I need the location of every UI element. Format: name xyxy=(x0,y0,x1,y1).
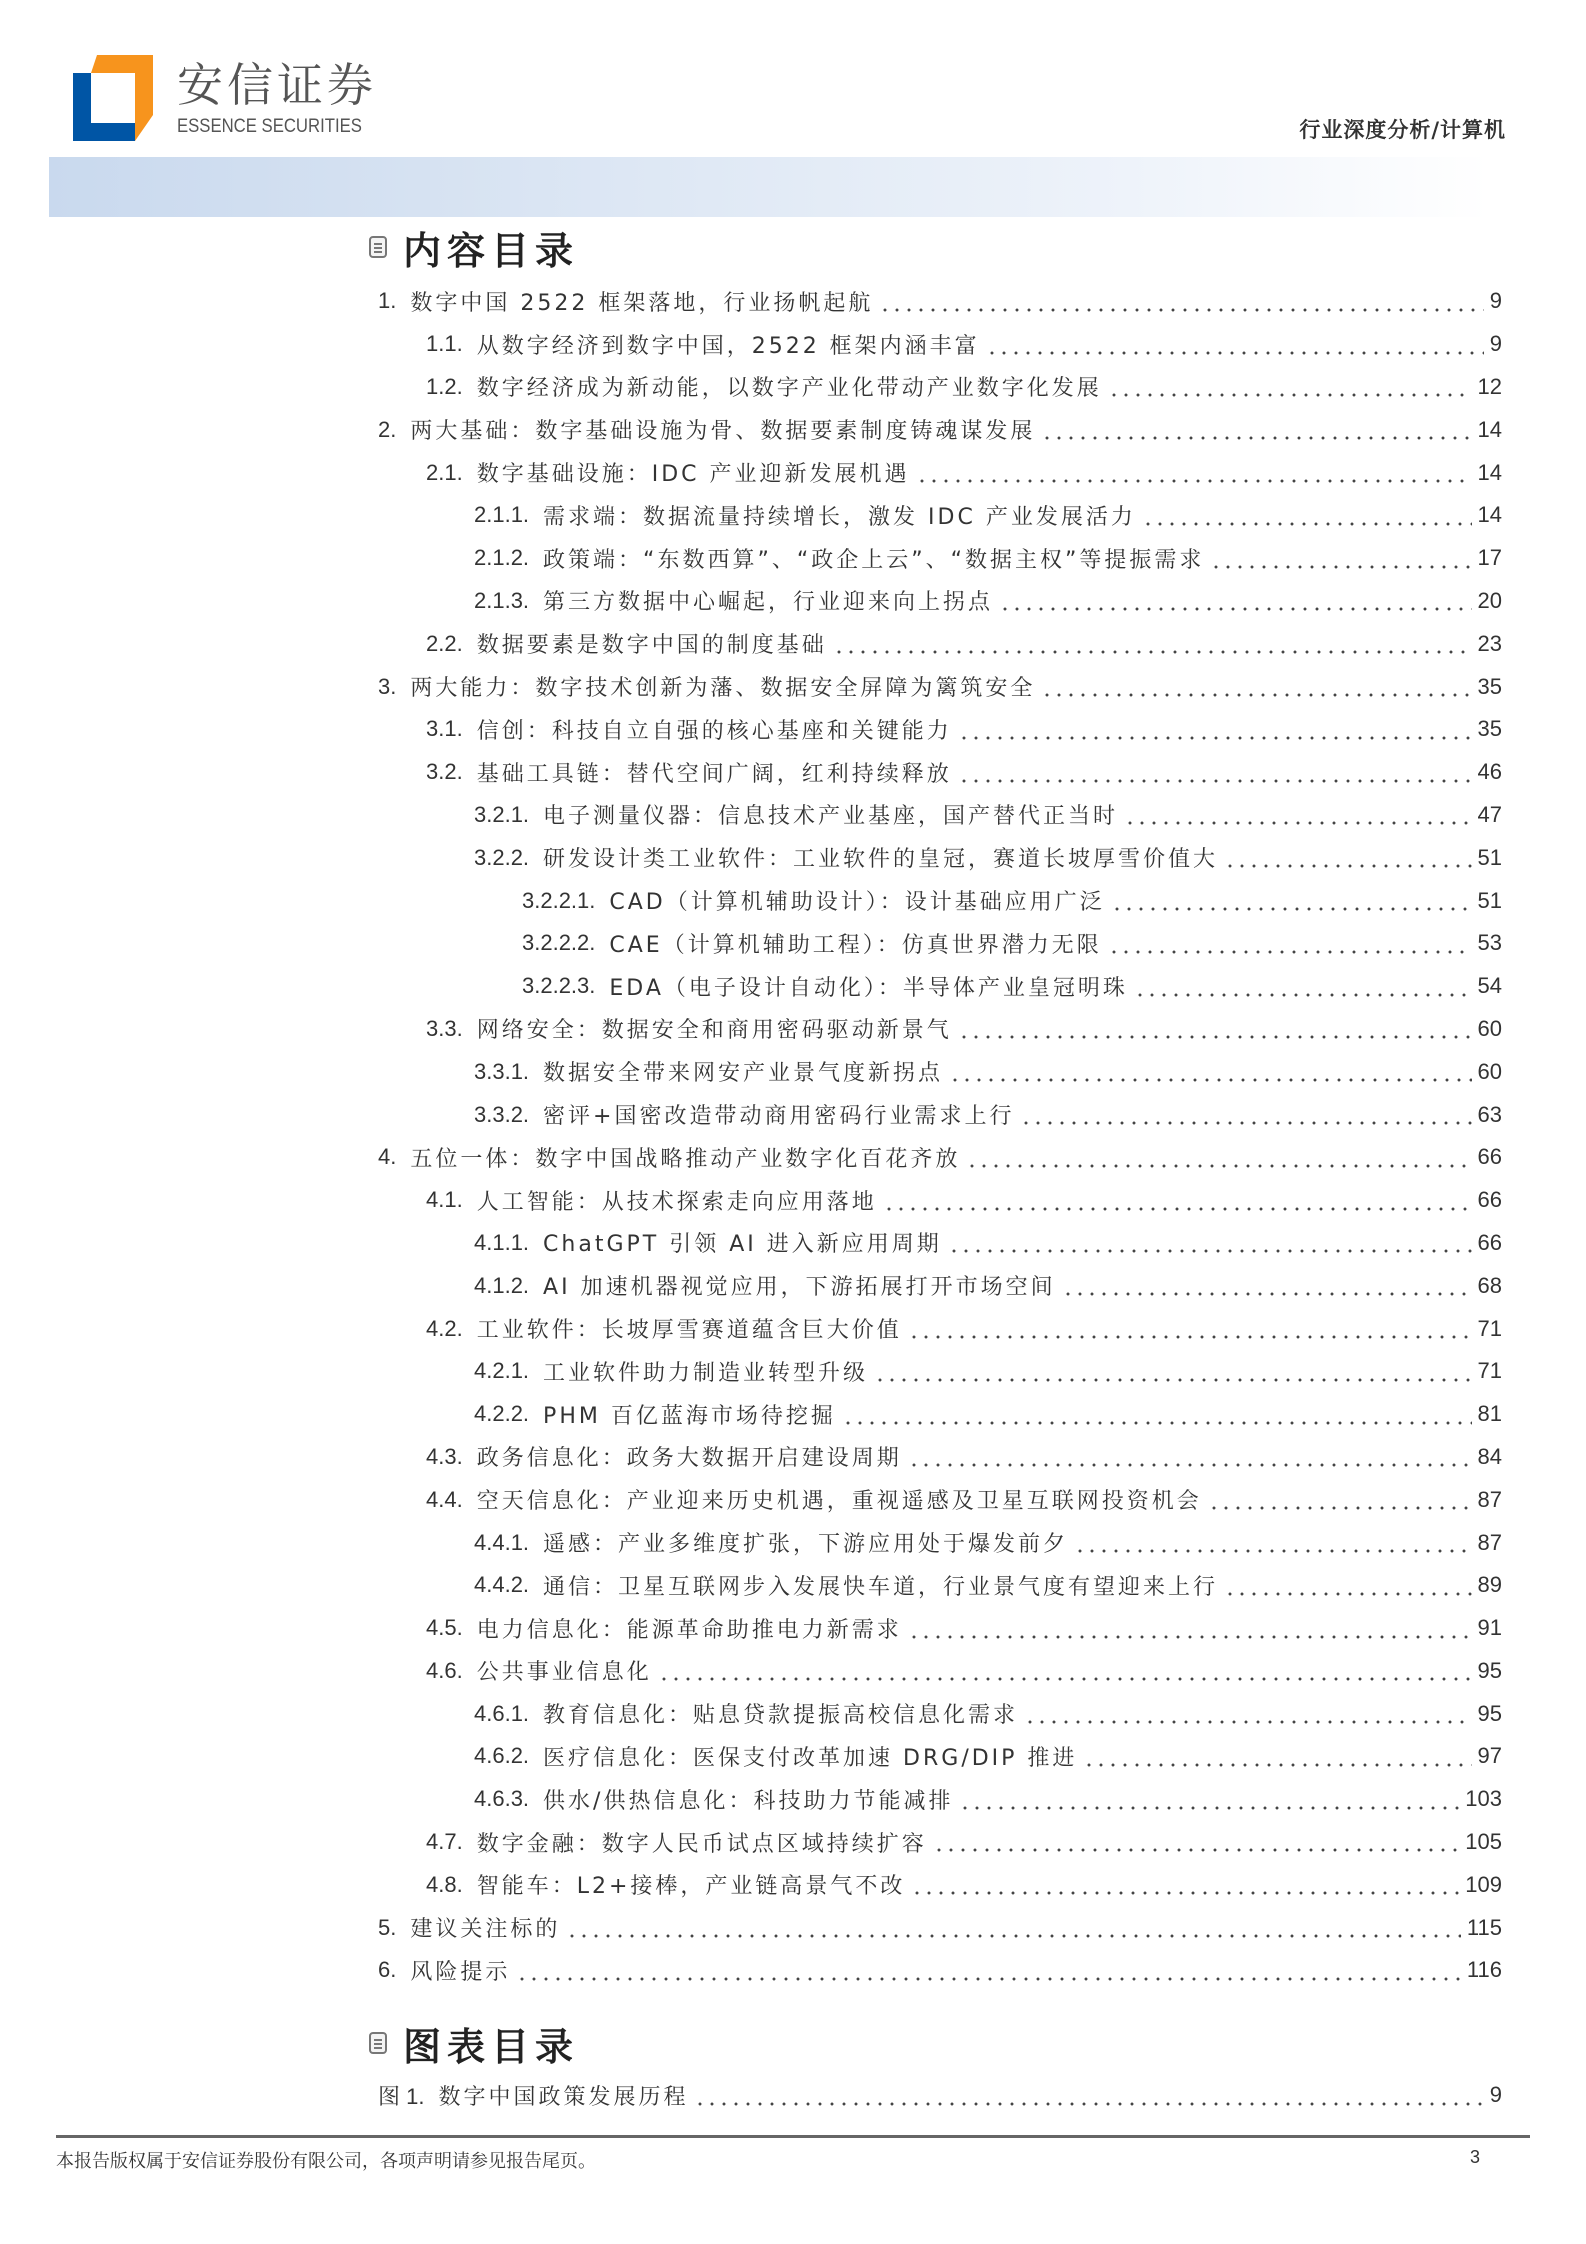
entry-title: 风险提示 xyxy=(410,1959,511,1985)
entry-number: 6. xyxy=(378,1957,397,1983)
dot-leader xyxy=(658,1660,1472,1682)
entry-page: 95 xyxy=(1477,1657,1502,1683)
dot-leader xyxy=(1083,1746,1471,1768)
entry-number: 4.1.2. xyxy=(474,1272,530,1298)
entry-title: 需求端：数据流量持续增长，激发 IDC 产业发展活力 xyxy=(543,504,1136,530)
page-number: 3 xyxy=(1470,2147,1481,2167)
entry-title: 两大基础：数字基础设施为骨、数据要素制度铸魂谋发展 xyxy=(410,419,1036,445)
toc-entry[interactable] xyxy=(378,1350,1502,1393)
entry-number: 4.2.1. xyxy=(474,1358,530,1384)
toc-entry[interactable] xyxy=(378,1264,1502,1307)
dot-leader xyxy=(958,719,1472,741)
entry-title: 通信：卫星互联网步入发展快车道，行业景气度有望迎来上行 xyxy=(543,1574,1219,1600)
toc-entry[interactable] xyxy=(378,1008,1502,1051)
entry-page: 51 xyxy=(1477,844,1502,870)
entry-number: 2.1.1. xyxy=(474,502,530,528)
entry-number: 4.2. xyxy=(426,1315,463,1341)
entry-number: 4.5. xyxy=(426,1615,463,1641)
entry-page: 53 xyxy=(1477,930,1502,956)
entry-number: 4.2.2. xyxy=(474,1401,530,1427)
entry-title: 电力信息化：能源革命助推电力新需求 xyxy=(476,1617,902,1643)
figure-toc-heading xyxy=(369,2018,579,2068)
dot-leader xyxy=(1024,1703,1471,1725)
dot-leader xyxy=(1041,419,1471,441)
toc-entry[interactable] xyxy=(378,1478,1502,1521)
entry-page: 14 xyxy=(1477,416,1502,442)
entry-title: 信创：科技自立自强的核心基座和关键能力 xyxy=(476,718,952,744)
entry-title: 遥感：产业多维度扩张，下游应用处于爆发前夕 xyxy=(543,1532,1069,1557)
entry-page: 97 xyxy=(1477,1743,1502,1769)
entry-title: 数字中国 2522 框架落地，行业扬帆起航 xyxy=(410,290,874,316)
entry-title: 医疗信息化：医保支付改革加速 DRG/DIP 推进 xyxy=(543,1745,1078,1771)
entry-title: PHM 百亿蓝海市场待挖掘 xyxy=(543,1403,836,1429)
entry-number: 3. xyxy=(378,673,397,699)
toc-entry[interactable] xyxy=(378,1179,1502,1222)
entry-number: 5. xyxy=(378,1914,397,1940)
dot-leader xyxy=(516,1960,1461,1982)
entry-number: 1.1. xyxy=(426,331,463,357)
entry-title: ChatGPT 引领 AI 进入新应用周期 xyxy=(543,1232,942,1258)
entry-page: 51 xyxy=(1477,887,1502,913)
entry-page: 91 xyxy=(1477,1615,1502,1641)
entry-number: 2.1. xyxy=(426,459,463,485)
entry-number: 3.3.1. xyxy=(474,1058,530,1084)
toc-entry[interactable] xyxy=(378,965,1502,1008)
dot-leader xyxy=(908,1318,1472,1340)
entry-page: 66 xyxy=(1477,1229,1502,1255)
toc-entry[interactable] xyxy=(378,879,1502,922)
entry-page: 54 xyxy=(1477,973,1502,999)
toc-entry[interactable] xyxy=(378,1735,1502,1778)
dot-leader xyxy=(842,1404,1472,1426)
entry-page: 109 xyxy=(1465,1871,1502,1897)
figure-toc-title: 图表目录 xyxy=(403,2023,580,2069)
toc-entry[interactable] xyxy=(378,1050,1502,1093)
dot-leader xyxy=(959,1789,1459,1811)
dot-leader xyxy=(1134,976,1472,998)
toc-entry[interactable] xyxy=(378,323,1502,366)
toc-entry[interactable] xyxy=(378,1307,1502,1350)
entry-number: 4.3. xyxy=(426,1443,463,1469)
entry-number: 2.1.3. xyxy=(474,587,530,613)
dot-leader xyxy=(908,1618,1472,1640)
entry-title: CAE（计算机辅助工程）：仿真世界潜力无限 xyxy=(609,932,1102,958)
entry-page: 66 xyxy=(1477,1144,1502,1170)
entry-page: 14 xyxy=(1477,459,1502,485)
dot-leader xyxy=(1062,1275,1472,1297)
toc-entry[interactable] xyxy=(378,1906,1502,1949)
entry-number: 3.2.2.2. xyxy=(522,930,596,956)
toc-entry[interactable] xyxy=(378,1393,1502,1436)
entry-number: 1. xyxy=(378,288,397,314)
toc-entry[interactable] xyxy=(378,1778,1502,1821)
entry-page: 60 xyxy=(1477,1058,1502,1084)
entry-number: 4.7. xyxy=(426,1829,463,1855)
dot-leader xyxy=(948,1232,1472,1254)
entry-page: 105 xyxy=(1465,1829,1502,1855)
toc-entry[interactable] xyxy=(378,1136,1502,1179)
entry-page: 60 xyxy=(1477,1015,1502,1041)
entry-title: 政策端：“东数西算”、“政企上云”、“数据主权”等提振需求 xyxy=(543,547,1205,573)
entry-title: AI 加速机器视觉应用，下游拓展打开市场空间 xyxy=(543,1275,1056,1301)
entry-title: 数字中国政策发展历程 xyxy=(438,2084,689,2110)
entry-title: 电子测量仪器：信息技术产业基座，国产替代正当时 xyxy=(543,804,1119,830)
entry-number: 3.2.2. xyxy=(474,844,530,870)
toc-entry[interactable] xyxy=(378,1607,1502,1650)
entry-number: 2.1.2. xyxy=(474,545,530,571)
dot-leader xyxy=(1111,890,1472,912)
entry-number: 3.2.2.3. xyxy=(522,973,596,999)
entry-page: 9 xyxy=(1489,288,1502,314)
toc-entry[interactable] xyxy=(378,1863,1502,1906)
toc-entry[interactable] xyxy=(378,751,1502,794)
dot-leader xyxy=(949,1061,1471,1083)
logo-english-name: ESSENCE SECURITIES xyxy=(177,116,362,137)
entry-number: 4.4.2. xyxy=(474,1572,530,1598)
dot-leader xyxy=(1108,376,1472,398)
dot-leader xyxy=(911,1874,1459,1896)
document-icon xyxy=(369,236,387,258)
entry-title: 工业软件助力制造业转型升级 xyxy=(543,1360,869,1386)
entry-number: 4.6. xyxy=(426,1657,463,1683)
dot-leader xyxy=(883,1190,1472,1212)
dot-leader xyxy=(986,334,1484,356)
entry-number: 4. xyxy=(378,1144,397,1170)
entry-number: 1.2. xyxy=(426,373,463,399)
entry-title: 网络安全：数据安全和商用密码驱动新景气 xyxy=(476,1018,952,1044)
dot-leader xyxy=(966,1147,1471,1169)
entry-page: 35 xyxy=(1477,673,1502,699)
entry-page: 9 xyxy=(1489,2082,1502,2108)
toc-entry[interactable] xyxy=(378,1222,1502,1265)
footer-divider xyxy=(56,2135,1530,2138)
entry-title: 研发设计类工业软件：工业软件的皇冠，赛道长坡厚雪价值大 xyxy=(543,847,1219,873)
entry-title: 基础工具链：替代空间广阔，红利持续释放 xyxy=(476,761,952,787)
entry-page: 116 xyxy=(1466,1957,1502,1983)
toc-entry[interactable] xyxy=(378,1692,1502,1735)
dot-leader xyxy=(1020,1104,1471,1126)
entry-title: 数据安全带来网安产业景气度新拐点 xyxy=(543,1061,944,1087)
dot-leader xyxy=(916,462,1472,484)
dot-leader xyxy=(908,1446,1472,1468)
dot-leader xyxy=(1210,548,1471,570)
entry-number: 4.4.1. xyxy=(474,1529,530,1555)
dot-leader xyxy=(1224,847,1471,869)
entry-title: 政务信息化：政务大数据开启建设周期 xyxy=(476,1446,902,1472)
entry-page: 12 xyxy=(1477,373,1502,399)
entry-title: 供水/供热信息化：科技助力节能减排 xyxy=(543,1788,954,1814)
entry-page: 17 xyxy=(1477,545,1502,571)
entry-number: 4.1.1. xyxy=(474,1229,530,1255)
entry-title: 公共事业信息化 xyxy=(476,1660,652,1686)
figure-list xyxy=(378,2074,1502,2117)
toc-entry[interactable] xyxy=(378,922,1502,965)
entry-page: 23 xyxy=(1477,630,1502,656)
toc-entry[interactable] xyxy=(378,537,1502,580)
logo-mark-icon xyxy=(73,55,153,141)
entry-page: 63 xyxy=(1477,1101,1502,1127)
dot-leader xyxy=(879,291,1483,313)
dot-leader xyxy=(999,590,1471,612)
entry-page: 81 xyxy=(1477,1401,1502,1427)
entry-title: 教育信息化：贴息贷款提振高校信息化需求 xyxy=(543,1703,1019,1729)
entry-page: 89 xyxy=(1477,1572,1502,1598)
dot-leader xyxy=(958,1018,1472,1040)
entry-number: 图 1. xyxy=(378,2083,425,2109)
entry-title: 工业软件：长坡厚雪赛道蕴含巨大价值 xyxy=(476,1318,902,1344)
dot-leader xyxy=(566,1917,1461,1939)
report-category: 行业深度分析/计算机 xyxy=(1299,117,1506,142)
entry-title: 空天信息化：产业迎来历史机遇，重视遥感及卫星互联网投资机会 xyxy=(476,1489,1202,1515)
entry-number: 3.3. xyxy=(426,1015,463,1041)
toc-entry[interactable] xyxy=(378,1821,1502,1864)
dot-leader xyxy=(1041,676,1471,698)
entry-number: 4.1. xyxy=(426,1187,463,1213)
entry-page: 20 xyxy=(1477,587,1502,613)
entry-title: 第三方数据中心崛起，行业迎来向上拐点 xyxy=(543,590,994,616)
toc-entry[interactable] xyxy=(378,665,1502,708)
entry-page: 71 xyxy=(1477,1315,1502,1341)
dot-leader xyxy=(1124,804,1471,826)
entry-title: 数字基础设施：IDC 产业迎新发展机遇 xyxy=(476,462,910,488)
entry-page: 71 xyxy=(1477,1358,1502,1384)
entry-title: 数据要素是数字中国的制度基础 xyxy=(476,633,827,659)
entry-page: 66 xyxy=(1477,1187,1502,1213)
toc-entry[interactable] xyxy=(378,1564,1502,1607)
entry-page: 95 xyxy=(1477,1700,1502,1726)
toc-entry[interactable] xyxy=(378,1093,1502,1136)
entry-page: 115 xyxy=(1466,1914,1502,1940)
entry-number: 2.2. xyxy=(426,630,463,656)
entry-title: 数字经济成为新动能，以数字产业化带动产业数字化发展 xyxy=(476,376,1102,402)
toc-entry[interactable] xyxy=(378,622,1502,665)
entry-title: 智能车：L2+接棒，产业链高景气不改 xyxy=(476,1874,906,1900)
toc-entry[interactable] xyxy=(378,1436,1502,1479)
entry-number: 2. xyxy=(378,416,397,442)
entry-number: 4.8. xyxy=(426,1871,463,1897)
dot-leader xyxy=(694,2085,1483,2107)
toc-entry[interactable] xyxy=(378,708,1502,751)
entry-title: 从数字经济到数字中国，2522 框架内涵丰富 xyxy=(476,333,980,359)
entry-number: 4.6.2. xyxy=(474,1743,530,1769)
dot-leader xyxy=(833,633,1472,655)
toc-entry[interactable] xyxy=(378,1650,1502,1693)
dot-leader xyxy=(933,1831,1460,1853)
dot-leader xyxy=(958,762,1472,784)
toc-entry[interactable] xyxy=(378,836,1502,879)
dot-leader xyxy=(1224,1575,1471,1597)
toc-entry[interactable] xyxy=(378,1949,1502,1992)
entry-number: 3.2.2.1. xyxy=(522,887,596,913)
entry-number: 3.1. xyxy=(426,716,463,742)
toc-entry[interactable] xyxy=(378,1521,1502,1564)
entry-page: 46 xyxy=(1477,759,1502,785)
dot-leader xyxy=(1208,1489,1472,1511)
toc-entry[interactable] xyxy=(378,494,1502,537)
entry-page: 68 xyxy=(1477,1272,1502,1298)
toc-entry[interactable] xyxy=(378,580,1502,623)
entry-page: 9 xyxy=(1489,331,1502,357)
entry-title: 密评+国密改造带动商用密码行业需求上行 xyxy=(543,1104,1015,1130)
logo-chinese-name: 安信证券 xyxy=(177,58,377,112)
dot-leader xyxy=(1142,505,1472,527)
entry-title: 五位一体：数字中国战略推动产业数字化百花齐放 xyxy=(410,1146,961,1172)
dot-leader xyxy=(1074,1532,1471,1554)
toc-heading xyxy=(369,222,579,272)
toc-title: 内容目录 xyxy=(403,227,580,273)
entry-page: 35 xyxy=(1477,716,1502,742)
entry-title: CAD（计算机辅助设计）：设计基础应用广泛 xyxy=(609,890,1105,916)
document-icon xyxy=(369,2032,387,2054)
entry-page: 87 xyxy=(1477,1529,1502,1555)
figure-entry[interactable] xyxy=(378,2074,1502,2117)
entry-number: 3.2. xyxy=(426,759,463,785)
toc-entry[interactable] xyxy=(378,366,1502,409)
dot-leader xyxy=(874,1361,1471,1383)
entry-number: 3.2.1. xyxy=(474,801,530,827)
toc-entry[interactable] xyxy=(378,408,1502,451)
entry-page: 84 xyxy=(1477,1443,1502,1469)
entry-number: 3.3.2. xyxy=(474,1101,530,1127)
toc-entry[interactable] xyxy=(378,794,1502,837)
entry-page: 47 xyxy=(1477,801,1502,827)
entry-page: 14 xyxy=(1477,502,1502,528)
entry-page: 103 xyxy=(1465,1786,1502,1812)
entry-number: 4.4. xyxy=(426,1486,463,1512)
table-of-contents xyxy=(378,280,1502,1992)
entry-number: 4.6.1. xyxy=(474,1700,530,1726)
header-band xyxy=(49,157,1489,217)
entry-number: 4.6.3. xyxy=(474,1786,530,1812)
entry-title: 数字金融：数字人民币试点区域持续扩容 xyxy=(476,1831,927,1857)
company-logo xyxy=(73,55,393,145)
entry-title: EDA（电子设计自动化）：半导体产业皇冠明珠 xyxy=(609,975,1128,1001)
toc-entry[interactable] xyxy=(378,451,1502,494)
entry-title: 两大能力：数字技术创新为藩、数据安全屏障为篱筑安全 xyxy=(410,676,1036,702)
entry-title: 人工智能：从技术探索走向应用落地 xyxy=(476,1189,877,1215)
dot-leader xyxy=(1108,933,1472,955)
footer-disclaimer: 本报告版权属于安信证券股份有限公司，各项声明请参见报告尾页。 xyxy=(56,2151,596,2172)
toc-entry[interactable] xyxy=(378,280,1502,323)
entry-title: 建议关注标的 xyxy=(410,1917,561,1943)
entry-page: 87 xyxy=(1477,1486,1502,1512)
